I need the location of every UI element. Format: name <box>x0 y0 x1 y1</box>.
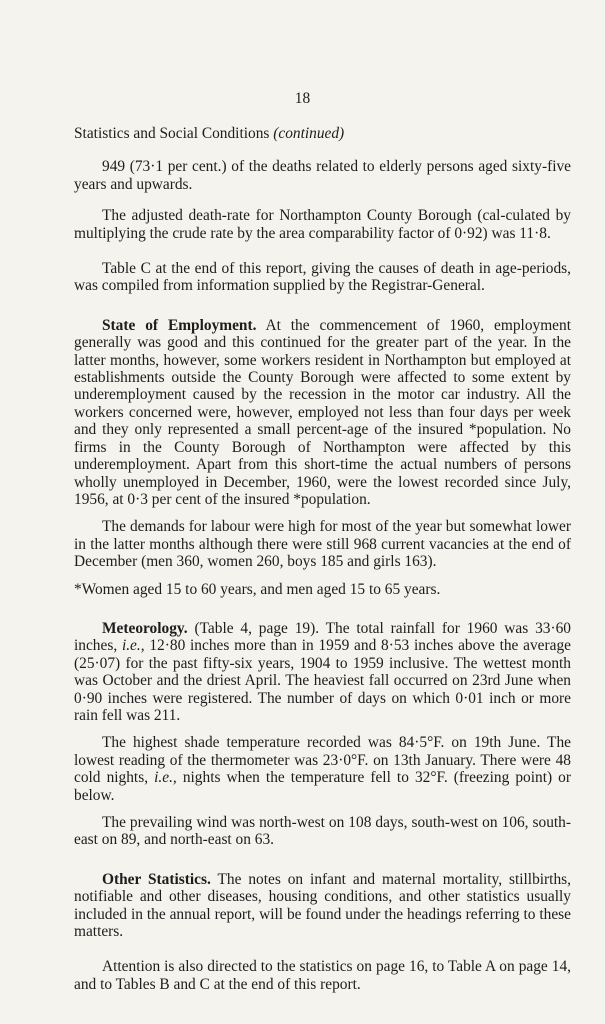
meteorology-text-2a: The highest shade temperature recorded was 84·5°F. on 19th June. The lowest reading of the thermometer was 23·0°F. on 13th January. There were 48 cold nights, <box>74 734 571 787</box>
employment-text-1: At the commencement of 1960, employment generally was good and this continued for the greater part of the year. In the latter months, however, some workers resident in Northampton but employed at establishments outside the County Borough were affected to some extent by underemployment caused by the recession in the motor car industry. All the workers concerned were, however, employed not less than four days per week and they only represented a small percent-age of the insured *population. No firms in the County Borough of Northampton were affected by this underemployment. Apart from this short-time the actual numbers of persons wholly unemployed in December, 1960, were the lowest recorded since July, 1956, at 0·3 per cent of the insured *population. <box>74 316 571 508</box>
meteorology-text-1b: 12·80 inches more than in 1959 and 8·53 inches above the average (25·07) for the past fifty-six years, 1904 to 1959 inclusive. The wettest month was October and the driest April. The heaviest fall occurred on 23rd June when 0·90 inches were registered. The number of days on which 0·01 inch or more rain fell was 211. <box>74 637 571 724</box>
section-heading <box>74 125 571 142</box>
paragraph-table-c: Table C at the end of this report, giving the causes of death in age-periods, was compiled from information supplied by the Registrar-General. <box>74 260 571 295</box>
employment-footnote: *Women aged 15 to 60 years, and men aged 15 to 65 years. <box>74 580 441 598</box>
paragraph-adjusted-death-rate: The adjusted death-rate for Northampton County Borough (cal-culated by multiplying the crude rate by the area comparability factor of 0·92) was 11·8. <box>74 207 571 242</box>
meteorology-ie-1: i.e., <box>121 637 145 655</box>
other-heading: Other Statistics. <box>102 870 211 888</box>
paragraph-meteorology-2 <box>74 734 571 804</box>
meteorology-text-2b: nights when the temperature fell to 32°F. (freezing point) or below. <box>74 769 571 804</box>
meteorology-ie-2: i.e., <box>154 769 177 787</box>
section-heading-text: Statistics and Social Conditions <box>74 125 274 142</box>
employment-heading: State of Employment. <box>102 316 257 334</box>
paragraph-elderly-deaths: 949 (73·1 per cent.) of the deaths related to elderly persons aged sixty-five years and upwards. <box>74 158 571 193</box>
meteorology-heading: Meteorology. <box>102 619 188 637</box>
paragraph-employment-1 <box>74 317 571 508</box>
paragraph-meteorology-1 <box>74 620 571 724</box>
meteorology-text-1a: (Table 4, page 19). The total rainfall for 1960 was 33·60 inches, <box>74 619 571 655</box>
paragraph-meteorology-3: The prevailing wind was north-west on 108 days, south-west on 106, south-east on 89, and north-east on 63. <box>74 814 571 849</box>
other-text-1: The notes on infant and maternal mortality, stillbirths, notifiable and other diseases, housing conditions, and other statistics usually included in the annual report, will be found under the headings referring to these matters. <box>74 870 571 941</box>
page-body <box>74 125 571 993</box>
section-heading-note: (continued) <box>273 125 345 142</box>
paragraph-other-1 <box>74 871 571 941</box>
paragraph-employment-2: The demands for labour were high for most of the year but somewhat lower in the latter months although there were still 968 current vacancies at the end of December (men 360, women 260, boys 185 and girls 163). <box>74 518 571 571</box>
page-number: 18 <box>294 90 311 107</box>
paragraph-other-2: Attention is also directed to the statistics on page 16, to Table A on page 14, and to Tables B and C at the end of this report. <box>74 958 571 993</box>
